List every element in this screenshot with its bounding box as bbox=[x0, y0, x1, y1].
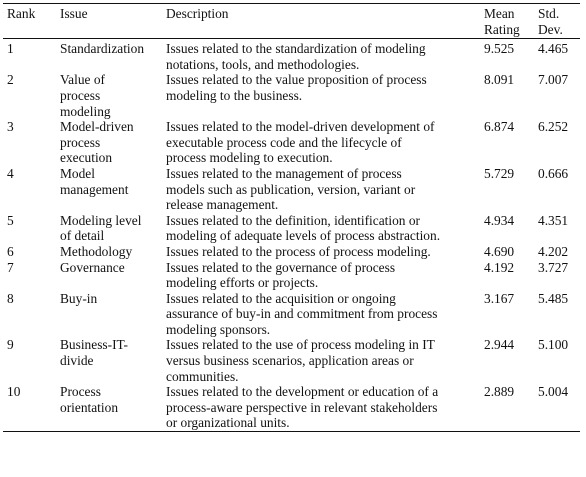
cell-issue bbox=[56, 244, 162, 260]
cell-issue bbox=[56, 260, 162, 291]
cell-description-line: Issues related to the process of process modeling. bbox=[166, 243, 431, 259]
cell-rank: 6 bbox=[7, 243, 14, 259]
cell-std-dev: 5.100 bbox=[538, 337, 569, 353]
table-row bbox=[3, 260, 580, 291]
cell-description bbox=[162, 39, 479, 73]
cell-description bbox=[162, 119, 479, 166]
table-row bbox=[3, 337, 580, 384]
cell-description bbox=[162, 244, 479, 260]
cell-description-line: Issues related to the development or education of a bbox=[166, 384, 439, 400]
cell-description-line: process-aware perspective in relevant stakeholders bbox=[166, 399, 438, 415]
header-mean-line1: Mean bbox=[484, 6, 515, 21]
cell-issue-line: Modeling level bbox=[60, 212, 142, 228]
cell-rank: 4 bbox=[7, 165, 14, 181]
cell-mean-rating: 4.192 bbox=[484, 259, 515, 275]
header-mean-line2: Rating bbox=[484, 21, 520, 37]
cell-issue bbox=[56, 213, 162, 244]
table-header bbox=[3, 4, 580, 39]
cell-description-line: Issues related to the governance of process bbox=[166, 259, 396, 275]
cell-std-dev: 5.485 bbox=[538, 290, 569, 306]
cell-issue-line: process bbox=[60, 87, 101, 103]
cell-rank: 1 bbox=[7, 41, 14, 57]
header-row bbox=[3, 4, 580, 39]
header-std-line1: Std. bbox=[538, 6, 560, 21]
cell-issue-line: of detail bbox=[60, 228, 105, 244]
header-description bbox=[162, 4, 479, 39]
cell-issue bbox=[56, 72, 162, 119]
cell-rank: 9 bbox=[7, 337, 14, 353]
cell-description-line: Issues related to the value proposition of process bbox=[166, 72, 427, 88]
cell-description-line: process modeling to execution. bbox=[166, 150, 333, 166]
cell-mean-rating: 2.889 bbox=[484, 384, 515, 400]
cell-std-dev: 3.727 bbox=[538, 259, 569, 275]
cell-mean-rating: 4.934 bbox=[484, 212, 515, 228]
cell-description bbox=[162, 291, 479, 338]
cell-rank: 8 bbox=[7, 290, 14, 306]
cell-std-dev: 4.351 bbox=[538, 212, 569, 228]
cell-description bbox=[162, 72, 479, 119]
cell-description bbox=[162, 260, 479, 291]
cell-description-line: Issues related to the definition, identification or bbox=[166, 212, 420, 228]
issues-table bbox=[3, 3, 580, 432]
cell-issue-line: Governance bbox=[60, 259, 125, 275]
table-row bbox=[3, 39, 580, 73]
cell-description-line: models such as publication, version, variant or bbox=[166, 181, 416, 197]
cell-description-line: Issues related to the use of process modeling in IT bbox=[166, 337, 435, 353]
issues-table-container bbox=[3, 3, 580, 432]
cell-description-line: modeling to the business. bbox=[166, 87, 303, 103]
table-row bbox=[3, 166, 580, 213]
table-row bbox=[3, 213, 580, 244]
cell-issue-line: Value of bbox=[60, 72, 105, 88]
cell-issue-line: Methodology bbox=[60, 243, 133, 259]
header-issue-label: Issue bbox=[60, 6, 88, 21]
cell-description-line: Issues related to the acquisition or ongoing bbox=[166, 290, 396, 306]
cell-issue bbox=[56, 166, 162, 213]
header-description-label: Description bbox=[166, 6, 229, 21]
cell-description-line: or organizational units. bbox=[166, 415, 290, 431]
cell-issue-line: divide bbox=[60, 353, 94, 369]
cell-issue-line: Business-IT- bbox=[60, 337, 128, 353]
table-row bbox=[3, 119, 580, 166]
cell-issue-line: modeling bbox=[60, 103, 111, 119]
table-row bbox=[3, 72, 580, 119]
table-row bbox=[3, 291, 580, 338]
cell-issue-line: Model-driven bbox=[60, 119, 134, 135]
cell-description bbox=[162, 166, 479, 213]
header-rank-label: Rank bbox=[7, 6, 36, 21]
cell-rank: 5 bbox=[7, 212, 14, 228]
cell-issue-line: execution bbox=[60, 150, 113, 166]
cell-description-line: executable process code and the lifecycle of bbox=[166, 134, 402, 150]
cell-description-line: release management. bbox=[166, 197, 279, 213]
header-std-dev bbox=[533, 4, 580, 39]
cell-mean-rating: 9.525 bbox=[484, 41, 515, 57]
cell-issue bbox=[56, 337, 162, 384]
cell-issue-line: Buy-in bbox=[60, 290, 98, 306]
cell-issue-line: Standardization bbox=[60, 41, 145, 57]
cell-description-line: communities. bbox=[166, 368, 239, 384]
cell-description-line: versus business scenarios, application areas or bbox=[166, 353, 414, 369]
cell-description-line: notations, tools, and methodologies. bbox=[166, 56, 360, 72]
cell-description-line: Issues related to the standardization of modeling bbox=[166, 41, 426, 57]
cell-rank: 7 bbox=[7, 259, 14, 275]
header-issue bbox=[56, 4, 162, 39]
cell-issue bbox=[56, 119, 162, 166]
cell-mean-rating: 6.874 bbox=[484, 119, 515, 135]
cell-issue-line: Model bbox=[60, 165, 95, 181]
cell-description-line: Issues related to the management of process bbox=[166, 165, 402, 181]
cell-issue-line: management bbox=[60, 181, 129, 197]
table-row bbox=[3, 244, 580, 260]
cell-issue bbox=[56, 291, 162, 338]
cell-rank: 3 bbox=[7, 119, 14, 135]
cell-mean-rating: 8.091 bbox=[484, 72, 515, 88]
cell-mean-rating: 4.690 bbox=[484, 243, 515, 259]
cell-description bbox=[162, 337, 479, 384]
cell-mean-rating: 2.944 bbox=[484, 337, 515, 353]
cell-issue bbox=[56, 384, 162, 431]
cell-description bbox=[162, 384, 479, 431]
cell-description bbox=[162, 213, 479, 244]
cell-std-dev: 6.252 bbox=[538, 119, 569, 135]
cell-description-line: modeling of adequate levels of process abstraction. bbox=[166, 228, 441, 244]
cell-issue-line: process bbox=[60, 134, 101, 150]
cell-std-dev: 7.007 bbox=[538, 72, 569, 88]
table-body bbox=[3, 39, 580, 432]
cell-description-line: modeling sponsors. bbox=[166, 321, 271, 337]
cell-std-dev: 4.465 bbox=[538, 41, 569, 57]
cell-description-line: Issues related to the model-driven development of bbox=[166, 119, 435, 135]
cell-issue bbox=[56, 39, 162, 73]
cell-rank: 10 bbox=[7, 384, 21, 400]
header-std-line2: Dev. bbox=[538, 21, 563, 37]
cell-issue-line: Process bbox=[60, 384, 101, 400]
cell-std-dev: 0.666 bbox=[538, 165, 569, 181]
cell-std-dev: 5.004 bbox=[538, 384, 569, 400]
cell-rank: 2 bbox=[7, 72, 14, 88]
header-rank bbox=[3, 4, 56, 39]
header-mean-rating bbox=[479, 4, 533, 39]
cell-std-dev: 4.202 bbox=[538, 243, 569, 259]
table-row bbox=[3, 384, 580, 431]
cell-description-line: modeling efforts or projects. bbox=[166, 275, 319, 291]
cell-mean-rating: 3.167 bbox=[484, 290, 515, 306]
cell-mean-rating: 5.729 bbox=[484, 165, 515, 181]
cell-description-line: assurance of buy-in and commitment from process bbox=[166, 306, 438, 322]
cell-issue-line: orientation bbox=[60, 399, 119, 415]
